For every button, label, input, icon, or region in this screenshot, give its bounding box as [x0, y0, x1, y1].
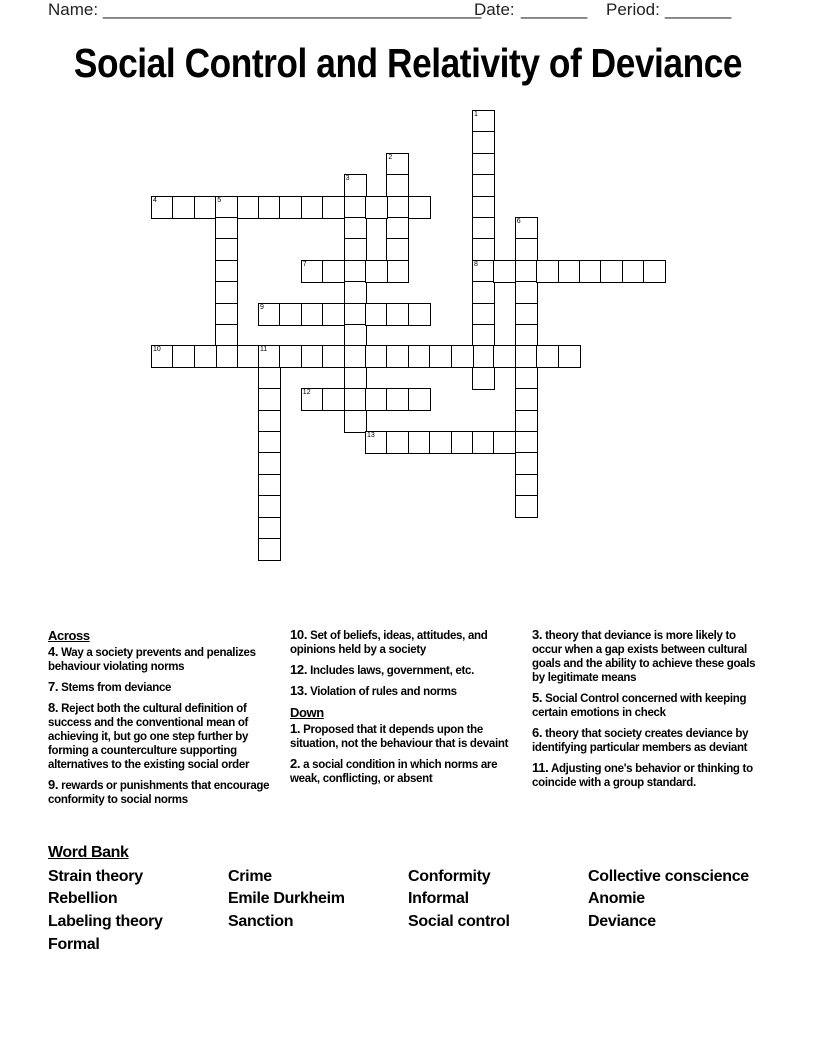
clue-text: Violation of rules and norms — [310, 686, 457, 698]
clue-down-11 — [532, 761, 768, 790]
crossword-cell[interactable] — [258, 388, 281, 411]
clue-text: rewards or punishments that encourage conformity to social norms — [48, 780, 270, 806]
clue-text: a social condition in which norms are weak, conflicting, or absent — [290, 759, 498, 785]
crossword-cell[interactable] — [472, 238, 495, 261]
clue-across-13 — [290, 684, 516, 699]
crossword-cell[interactable] — [344, 174, 367, 197]
crossword-cell[interactable] — [386, 153, 409, 176]
crossword-cell[interactable] — [472, 367, 495, 390]
crossword-cell[interactable] — [344, 260, 367, 283]
clue-across-9 — [48, 778, 284, 807]
word-bank-item: Sanction — [228, 913, 294, 930]
clue-number: 3. — [532, 627, 543, 642]
clue-number-label: 8 — [474, 260, 478, 268]
crossword-cell[interactable] — [515, 281, 538, 304]
crossword-cell[interactable] — [451, 345, 474, 368]
crossword-cell[interactable] — [429, 345, 452, 368]
clue-text: Way a society prevents and penalizes behaviour violating norms — [48, 647, 256, 673]
clue-number-label: 5 — [217, 196, 222, 204]
crossword-cell[interactable] — [472, 153, 495, 176]
crossword-cell[interactable] — [344, 388, 367, 411]
clue-text: theory that deviance is more likely to occur when a gap exists between cultural goals and the ability to achieve these goals by legitimate means — [532, 630, 756, 684]
crossword-cell[interactable] — [386, 238, 409, 261]
crossword-cell[interactable] — [515, 452, 538, 475]
crossword-cell[interactable] — [408, 388, 431, 411]
crossword-cell[interactable] — [365, 431, 388, 454]
crossword-cell[interactable] — [301, 345, 324, 368]
crossword-cell[interactable] — [151, 196, 174, 219]
word-bank-item: Collective conscience — [588, 868, 749, 885]
crossword-cell[interactable] — [322, 196, 345, 219]
clue-number-label: 2 — [388, 153, 393, 161]
clue-number: 11. — [532, 760, 549, 775]
clue-number-label: 11 — [260, 346, 268, 354]
crossword-cell[interactable] — [386, 174, 409, 197]
crossword-cell[interactable] — [258, 410, 281, 433]
crossword-cell[interactable] — [365, 196, 388, 219]
crossword-cell[interactable] — [579, 260, 602, 283]
crossword-cell[interactable] — [515, 324, 538, 347]
crossword-cell[interactable] — [237, 196, 260, 219]
crossword-cell[interactable] — [472, 281, 495, 304]
crossword-cell[interactable] — [258, 452, 281, 475]
crossword-cell[interactable] — [515, 345, 538, 368]
crossword-cell[interactable] — [515, 495, 538, 518]
crossword-cell[interactable] — [515, 367, 538, 390]
crossword-cell[interactable] — [344, 367, 367, 390]
name-label: Name: — [48, 0, 99, 19]
word-bank-title: Word Bank — [48, 844, 129, 861]
crossword-cell[interactable] — [151, 345, 174, 368]
crossword-cell[interactable] — [279, 196, 302, 219]
clue-text: Social Control concerned with keeping certain emotions in check — [532, 693, 747, 719]
clue-text: Stems from deviance — [61, 682, 172, 694]
crossword-cell[interactable] — [472, 431, 495, 454]
crossword-cell[interactable] — [258, 303, 281, 326]
clue-down-3 — [532, 628, 768, 685]
date-blank[interactable]: _______ — [521, 0, 588, 19]
word-bank-item: Crime — [228, 868, 272, 885]
crossword-cell[interactable] — [365, 345, 388, 368]
clue-number: 10. — [290, 627, 308, 642]
crossword-cell[interactable] — [237, 345, 260, 368]
crossword-cell[interactable] — [472, 217, 495, 240]
crossword-cell[interactable] — [279, 303, 302, 326]
crossword-cell[interactable] — [429, 431, 452, 454]
crossword-cell[interactable] — [622, 260, 645, 283]
crossword-cell[interactable] — [365, 260, 388, 283]
clue-across-8 — [48, 701, 284, 772]
crossword-cell[interactable] — [386, 260, 409, 283]
word-bank-item: Anomie — [588, 890, 645, 907]
crossword-cell[interactable] — [365, 303, 388, 326]
crossword-cell[interactable] — [258, 431, 281, 454]
clues-column-2 — [290, 628, 516, 792]
clue-number: 5. — [532, 690, 543, 705]
clue-number-label: 9 — [260, 303, 264, 311]
clue-across-12 — [290, 663, 516, 678]
crossword-cell[interactable] — [322, 345, 345, 368]
crossword-cell[interactable] — [301, 303, 324, 326]
crossword-cell[interactable] — [215, 281, 238, 304]
clue-number-label: 1 — [474, 111, 478, 118]
crossword-cell[interactable] — [408, 303, 431, 326]
clue-number: 2. — [290, 756, 301, 771]
crossword-cell[interactable] — [301, 196, 324, 219]
across-heading: Across — [48, 628, 90, 643]
crossword-cell[interactable] — [493, 431, 516, 454]
clue-down-1 — [290, 722, 516, 751]
clue-number-label: 3 — [345, 175, 350, 183]
crossword-cell[interactable] — [643, 260, 666, 283]
crossword-cell[interactable] — [451, 431, 474, 454]
crossword-cell[interactable] — [215, 303, 238, 326]
clue-text: Adjusting one's behavior or thinking to coincide with a group standard. — [532, 763, 753, 789]
crossword-cell[interactable] — [472, 324, 495, 347]
crossword-cell[interactable] — [472, 131, 495, 154]
crossword-cell[interactable] — [215, 324, 238, 347]
crossword-cell[interactable] — [472, 303, 495, 326]
crossword-cell[interactable] — [344, 324, 367, 347]
clue-across-10 — [290, 628, 516, 657]
word-bank-item: Labeling theory — [48, 913, 163, 930]
word-bank-item: Emile Durkheim — [228, 890, 345, 907]
clue-number-label: 13 — [367, 432, 375, 439]
crossword-cell[interactable] — [600, 260, 623, 283]
crossword-cell[interactable] — [194, 196, 217, 219]
clue-number: 7. — [48, 679, 59, 694]
down-heading: Down — [290, 705, 324, 720]
clue-text: theory that society creates deviance by identifying particular members as deviant — [532, 728, 749, 754]
crossword-cell[interactable] — [258, 345, 281, 368]
crossword-cell[interactable] — [515, 260, 538, 283]
crossword-cell[interactable] — [408, 345, 431, 368]
crossword-cell[interactable] — [472, 110, 495, 133]
clue-number: 9. — [48, 777, 59, 792]
crossword-cell[interactable] — [515, 217, 538, 240]
crossword-cell[interactable] — [558, 260, 581, 283]
period-label: Period: — [606, 0, 660, 19]
clues-column-3 — [532, 628, 768, 796]
crossword-cell[interactable] — [258, 517, 281, 540]
clue-number-label: 10 — [153, 346, 161, 354]
word-bank-item: Conformity — [408, 868, 491, 885]
crossword-cell[interactable] — [515, 303, 538, 326]
crossword-cell[interactable] — [258, 538, 281, 561]
clue-number: 13. — [290, 683, 308, 698]
crossword-cell[interactable] — [194, 345, 217, 368]
clues-column-1 — [48, 628, 284, 813]
crossword-cell[interactable] — [558, 345, 581, 368]
crossword-cell[interactable] — [322, 388, 345, 411]
period-blank[interactable]: _______ — [665, 0, 732, 19]
clue-across-7 — [48, 680, 284, 695]
clue-number: 12. — [290, 662, 308, 677]
crossword-cell[interactable] — [493, 345, 516, 368]
crossword-cell[interactable] — [322, 260, 345, 283]
crossword-cell[interactable] — [215, 260, 238, 283]
crossword-cell[interactable] — [258, 196, 281, 219]
clue-text: Set of beliefs, ideas, attitudes, and opinions held by a society — [290, 630, 488, 656]
clue-text: Includes laws, government, etc. — [310, 665, 474, 677]
crossword-cell[interactable] — [301, 260, 324, 283]
word-bank-item: Social control — [408, 913, 510, 930]
crossword-cell[interactable] — [472, 196, 495, 219]
crossword-cell[interactable] — [408, 196, 431, 219]
clue-number-label: 7 — [302, 260, 307, 268]
crossword-cell[interactable] — [301, 388, 324, 411]
clue-number: 1. — [290, 721, 301, 736]
crossword-cell[interactable] — [172, 196, 195, 219]
clue-number-label: 6 — [516, 218, 521, 225]
crossword-cell[interactable] — [344, 217, 367, 240]
crossword-cell[interactable] — [536, 345, 559, 368]
crossword-cell[interactable] — [386, 217, 409, 240]
crossword-cell[interactable] — [215, 238, 238, 261]
clue-text: Proposed that it depends upon the situation, not the behaviour that is devaint — [290, 724, 509, 750]
crossword-cell[interactable] — [365, 388, 388, 411]
crossword-cell[interactable] — [515, 410, 538, 433]
crossword-cell[interactable] — [515, 431, 538, 454]
crossword-cell[interactable] — [344, 410, 367, 433]
crossword-cell[interactable] — [215, 217, 238, 240]
crossword-cell[interactable] — [344, 281, 367, 304]
crossword-cell[interactable] — [386, 196, 409, 219]
word-bank-item: Strain theory — [48, 868, 143, 885]
clue-number: 6. — [532, 725, 543, 740]
clue-down-2 — [290, 757, 516, 786]
crossword-cell[interactable] — [515, 388, 538, 411]
crossword-cell[interactable] — [279, 345, 302, 368]
clue-number-label: 12 — [302, 389, 311, 397]
crossword-cell[interactable] — [344, 196, 367, 219]
crossword-cell[interactable] — [258, 367, 281, 390]
clue-across-4 — [48, 645, 284, 674]
crossword-cell[interactable] — [536, 260, 559, 283]
word-bank-item: Informal — [408, 890, 469, 907]
name-blank[interactable]: ________________________________________ — [103, 0, 482, 19]
crossword-cell[interactable] — [515, 474, 538, 497]
crossword-cell[interactable] — [515, 238, 538, 261]
crossword-cell[interactable] — [344, 345, 367, 368]
crossword-cell[interactable] — [258, 474, 281, 497]
crossword-cell[interactable] — [472, 345, 495, 368]
crossword-cell[interactable] — [386, 431, 409, 454]
crossword-cell[interactable] — [215, 345, 238, 368]
word-bank-item: Formal — [48, 936, 100, 953]
page-title: Social Control and Relativity of Deviance — [73, 40, 743, 86]
word-bank-item: Deviance — [588, 913, 656, 930]
clue-number-label: 4 — [153, 196, 157, 204]
crossword-cell[interactable] — [344, 238, 367, 261]
date-label: Date: — [474, 0, 515, 19]
crossword-cell[interactable] — [344, 303, 367, 326]
crossword-cell[interactable] — [493, 260, 516, 283]
crossword-cell[interactable] — [386, 388, 409, 411]
crossword-cell[interactable] — [472, 260, 495, 283]
crossword-cell[interactable] — [215, 196, 238, 219]
crossword-cell[interactable] — [386, 303, 409, 326]
crossword-cell[interactable] — [386, 345, 409, 368]
crossword-cell[interactable] — [172, 345, 195, 368]
crossword-cell[interactable] — [408, 431, 431, 454]
crossword-cell[interactable] — [322, 303, 345, 326]
clue-text: Reject both the cultural definition of success and the conventional mean of achieving it, but go one step further by forming a counterculture supporting alternatives to the existing social order — [48, 703, 250, 771]
clue-down-6 — [532, 726, 768, 755]
crossword-cell[interactable] — [258, 495, 281, 518]
word-bank-item: Rebellion — [48, 890, 118, 907]
clue-number: 4. — [48, 644, 59, 659]
crossword-cell[interactable] — [472, 174, 495, 197]
clue-down-5 — [532, 691, 768, 720]
clue-number: 8. — [48, 700, 59, 715]
